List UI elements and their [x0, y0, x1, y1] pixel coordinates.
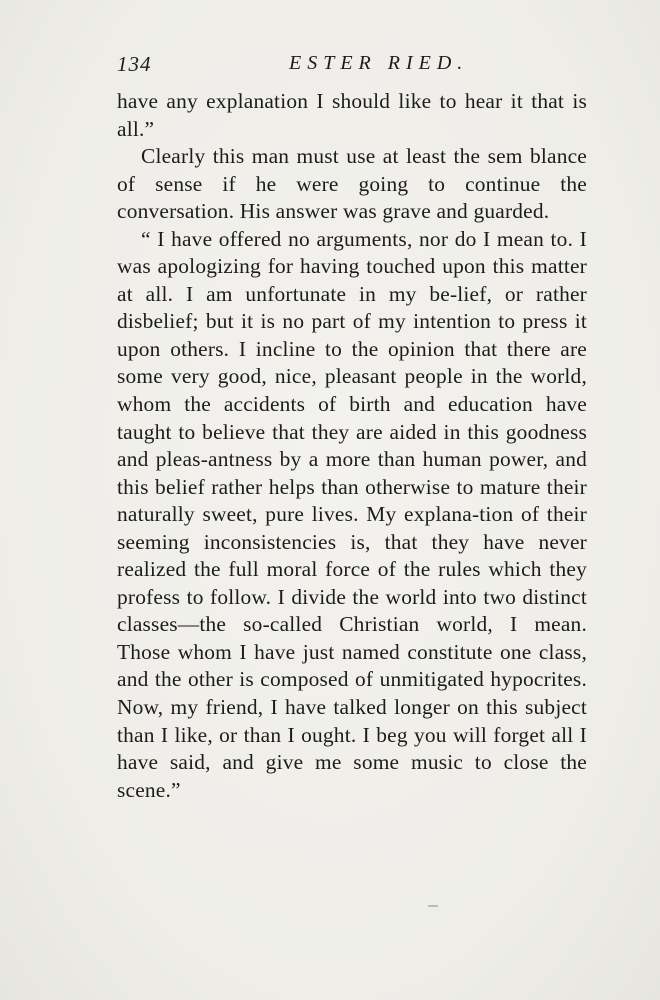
page-number: 134 [117, 52, 152, 76]
paragraph-narration: Clearly this man must use at least the sem blance of sense if he were going to continue the conversation. His answer was grave and guarded. [117, 144, 587, 224]
page-blemish [428, 905, 438, 907]
running-head [117, 52, 587, 82]
body-text [117, 88, 587, 804]
paragraph-continuation: have any explanation I should like to hear it that is all.” [117, 89, 587, 141]
paragraph-dialogue: “ I have offered no arguments, nor do I mean to. I was apologizing for having touched upon this matter at all. I am unfortunate in my be-lief, or rather disbelief; but it is no part of my intention to press it upon others. I incline to the opinion that there are some very good, nice, pleasant people in the world, whom the accidents of birth and education have taught to believe that they are aided in this goodness and pleas-antness by a more than human power, and this belief rather helps than otherwise to mature their naturally sweet, pure lives. My explana-tion of their seeming inconsistencies is, that they have never realized the full moral force of the rules which they profess to follow. I divide the world into two distinct classes—the so-called Christian world, I mean. Those whom I have just named constitute one class, and the other is composed of unmitigated hypocrites. Now, my friend, I have talked longer on this subject than I like, or than I ought. I beg you will forget all I have said, and give me some music to close the scene.” [117, 226, 587, 802]
book-title: ESTER RIED. [289, 52, 469, 74]
